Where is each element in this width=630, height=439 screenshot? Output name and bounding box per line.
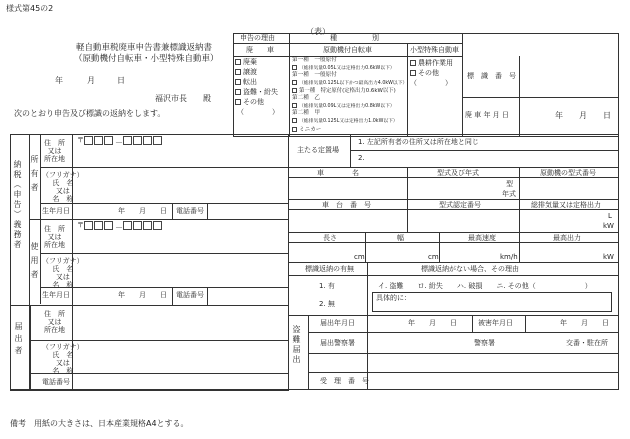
disp-unit-l: L <box>608 212 612 220</box>
owner-birth-label: 生年月日 <box>42 207 70 215</box>
submitter-label: 届出者 <box>14 322 23 358</box>
moped-type-minicar[interactable]: ミニカー <box>292 127 321 134</box>
moped-type-2[interactable]: 第一種 一般原付 <box>292 72 337 78</box>
width-label: 幅 <box>397 234 404 242</box>
year-unit: 年式 <box>502 190 516 198</box>
small-special-label: 小型特殊自動車 <box>410 46 459 54</box>
moped-type-5[interactable]: 第二種 甲 <box>292 110 320 116</box>
user-birth-value: 年 月 日 <box>118 291 167 299</box>
reason-other[interactable]: その他 <box>235 99 264 106</box>
checkbox[interactable] <box>410 60 416 66</box>
owner-address-label: 住 所 又は 所在地 <box>44 139 65 163</box>
speed-label: 最高速度 <box>468 234 496 242</box>
haisha-date-label: 廃 車 年 月 日 <box>465 111 509 119</box>
postal-digit[interactable] <box>94 221 103 230</box>
owner-name-label: （フリガナ） 氏 名 又は 名 称 <box>42 171 84 203</box>
reason-other-paren: （ ） <box>237 108 279 116</box>
user-birth-label: 生年月日 <box>42 291 70 299</box>
page-label: （表） <box>306 27 330 36</box>
owner-birth-value: 年 月 日 <box>118 207 167 215</box>
storage-option-2[interactable]: 2. <box>358 154 365 162</box>
reason-joto[interactable]: 譲渡 <box>235 69 257 76</box>
form-number: 様式第45の2 <box>6 4 54 13</box>
moped-type-1-note: （総排気量0.05L又は定格出力0.6kW以下） <box>292 65 395 72</box>
form-title: 軽自動車税廃車申告書兼標識返納書 <box>76 43 213 53</box>
postal-digit[interactable] <box>94 136 103 145</box>
user-postal-mark: 〒 <box>77 221 84 229</box>
moped-label: 原動機付自転車 <box>323 46 372 54</box>
postal-digit[interactable] <box>133 136 142 145</box>
postal-digit[interactable] <box>104 136 113 145</box>
checkbox[interactable] <box>292 127 297 132</box>
date-year-label: 年 <box>55 76 63 85</box>
checkbox[interactable] <box>292 103 297 108</box>
damage-date-label: 被害年月日 <box>478 319 513 327</box>
moped-type-2-note: （総排気量0.125L以下かつ最高出力4.0kW以下） <box>292 80 407 87</box>
moped-type-4-note: （総排気量0.09L又は定格出力0.8kW以下） <box>292 103 395 110</box>
postal-digit[interactable] <box>153 221 162 230</box>
postal-digit[interactable] <box>84 136 93 145</box>
moped-type-4[interactable]: 第二種 乙 <box>292 95 320 101</box>
police-label: 届出警察署 <box>320 339 355 347</box>
return-yes[interactable]: 1. 有 <box>319 282 335 290</box>
submitter-phone-label: 電話番号 <box>42 378 70 386</box>
reason-tonan[interactable]: 盗難・紛失 <box>235 89 278 96</box>
taxpayer-label: 納税（申告）義務者 <box>13 160 22 250</box>
checkbox[interactable] <box>235 89 241 95</box>
notif-date-value: 年 月 日 <box>408 319 457 327</box>
certified-model-label: 型式認定番号 <box>439 201 481 209</box>
return-no[interactable]: 2. 無 <box>319 300 335 308</box>
police-suffix-2: 交番・駐在所 <box>566 339 608 347</box>
checkbox[interactable] <box>292 118 297 123</box>
checkbox[interactable] <box>292 88 297 93</box>
postal-digit[interactable] <box>143 136 152 145</box>
small-type-farm[interactable]: 農耕作業用 <box>410 60 453 67</box>
engine-model-label: 原動機の型式番号 <box>540 169 596 177</box>
haisha-date-value: 年 月 日 <box>555 111 611 120</box>
plate-number-field[interactable] <box>520 57 618 97</box>
checkbox[interactable] <box>292 65 297 70</box>
speed-unit: km/h <box>500 253 518 261</box>
footer-note: 備考 用紙の大きさは、日本産業規格A4とする。 <box>10 419 189 428</box>
moped-type-3[interactable]: 第一種 特定原付(定格出力0.6kW以下) <box>292 88 396 94</box>
user-label: 使用者 <box>30 242 39 284</box>
small-type-other[interactable]: その他 <box>410 70 439 77</box>
length-label: 長さ <box>323 234 337 242</box>
receipt-label: 受 理 番 号 <box>320 377 369 385</box>
user-postal-boxes[interactable]: － <box>84 221 162 233</box>
user-name-label: （フリガナ） 氏 名 又は 名 称 <box>42 257 84 289</box>
postal-digit[interactable] <box>123 221 132 230</box>
storage-label: 主たる定置場 <box>297 146 339 154</box>
no-return-label: 標識返納がない場合、その理由 <box>421 265 519 273</box>
moped-type-5-note: （総排気量0.125L又は定格出力1.0kW以下） <box>292 118 398 125</box>
width-unit: cm <box>428 253 439 261</box>
plate-return-label: 標識返納の有無 <box>305 265 354 273</box>
submitter-name-label: （フリガナ） 氏 名 又は 名 称 <box>42 343 84 375</box>
power-unit: kW <box>603 253 614 261</box>
addressee: 福沢市長 殿 <box>155 94 211 103</box>
category-header: 種 別 <box>330 34 379 42</box>
postal-digit[interactable] <box>104 221 113 230</box>
disp-unit-kw: kW <box>603 222 614 230</box>
moped-type-1[interactable]: 第一種 一般原付 <box>292 57 337 63</box>
concrete-label: 具体的に： <box>376 294 411 302</box>
chassis-label: 車 台 番 号 <box>322 201 371 209</box>
reason-tenshutsu[interactable]: 転出 <box>235 79 257 86</box>
postal-digit[interactable] <box>123 136 132 145</box>
checkbox[interactable] <box>235 99 241 105</box>
date-month-label: 月 <box>87 76 95 85</box>
storage-option-1[interactable]: 1. 左記所有者の住所又は所在地と同じ <box>358 138 479 146</box>
checkbox[interactable] <box>235 79 241 85</box>
owner-phone-label: 電話番号 <box>176 207 204 215</box>
postal-digit[interactable] <box>153 136 162 145</box>
model-unit: 型 <box>506 180 513 188</box>
declaration: 次のとおり申告及び標識の返納をします。 <box>14 109 166 118</box>
model-year-label: 型式及び年式 <box>437 169 479 177</box>
damage-date-value: 年 月 日 <box>560 319 609 327</box>
reason-haiki[interactable]: 廃棄 <box>235 59 257 66</box>
police-suffix-1: 警察署 <box>474 339 495 347</box>
postal-digit[interactable] <box>84 221 93 230</box>
postal-digit[interactable] <box>133 221 142 230</box>
checkbox[interactable] <box>292 80 297 85</box>
small-type-paren: （ ） <box>410 79 452 87</box>
displacement-label: 総排気量又は定格出力 <box>531 201 601 209</box>
length-unit: cm <box>354 253 365 261</box>
plate-number-label: 標 識 番 号 <box>467 72 516 80</box>
reason-header: 申告の理由 <box>240 34 275 42</box>
owner-label: 所有者 <box>30 155 39 197</box>
checkbox[interactable] <box>410 70 416 76</box>
user-phone-label: 電話番号 <box>176 291 204 299</box>
checkbox[interactable] <box>235 69 241 75</box>
owner-postal-boxes[interactable]: － <box>84 136 162 148</box>
vehicle-name-label: 車 名 <box>317 169 359 177</box>
user-address-label: 住 所 又は 所在地 <box>44 225 65 249</box>
power-label: 最高出力 <box>553 234 581 242</box>
notif-date-label: 届出年月日 <box>320 319 355 327</box>
form-subtitle: （原動機付自転車・小型特殊自動車） <box>74 54 219 64</box>
owner-postal-mark: 〒 <box>77 136 84 144</box>
date-day-label: 日 <box>117 76 125 85</box>
submitter-address-label: 住 所 又は 所在地 <box>44 310 65 334</box>
checkbox[interactable] <box>235 59 241 65</box>
postal-digit[interactable] <box>143 221 152 230</box>
theft-label: 盗難届出 <box>292 325 301 365</box>
haisha-label: 廃 車 <box>246 46 274 54</box>
no-return-reasons[interactable]: イ. 盗難 ロ. 紛失 ハ. 破損 ニ. その他（ ） <box>378 282 592 290</box>
